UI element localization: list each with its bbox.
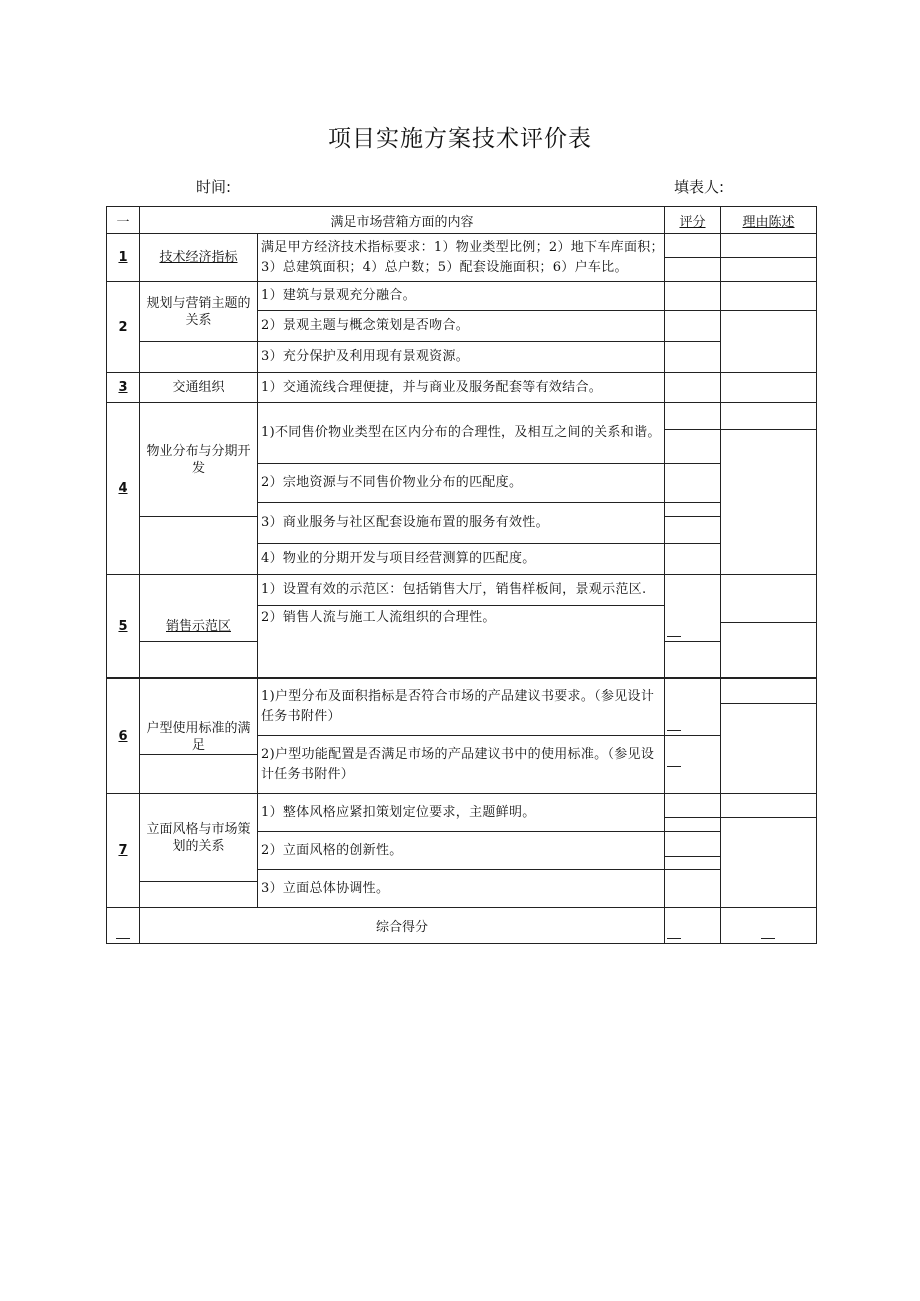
page-title: 项目实施方案技术评价表 [328, 126, 592, 152]
criterion-item: 3）充分保护及利用现有景观资源。 [258, 342, 665, 373]
category-spacer [140, 342, 258, 373]
score-cell[interactable] [665, 311, 721, 342]
score-cell[interactable] [665, 642, 721, 678]
criterion-item: 1)不同售价物业类型在区内分布的合理性，及相互之间的关系和谐。 [258, 403, 665, 464]
criterion-item: 1）整体风格应紧扣策划定位要求，主题鲜明。 [258, 794, 665, 832]
table-row [107, 342, 817, 373]
score-cell[interactable] [665, 258, 721, 282]
score-cell[interactable] [665, 832, 721, 857]
criterion-item: 1）设置有效的示范区：包括销售大厅，销售样板间，景观示范区. [258, 575, 665, 606]
reason-cell[interactable] [721, 282, 817, 311]
reason-cell[interactable] [721, 403, 817, 430]
section-category: 规划与营销主题的关系 [140, 282, 258, 342]
criterion-item: 1）交通流线合理便捷，并与商业及服务配套等有效结合。 [258, 373, 665, 403]
criterion-item: 1)户型分布及面积指标是否符合市场的产品建议书要求。（参见设计任务书附件） [258, 679, 665, 736]
category-spacer [140, 642, 258, 678]
criterion-item: 满足甲方经济技术指标要求：1）物业类型比例；2）地下车库面积；3）总建筑面积；4）总户数；5）配套设施面积；6）户车比。 [258, 234, 665, 282]
reason-cell[interactable] [721, 818, 817, 908]
total-label: 综合得分 [140, 908, 665, 944]
total-reason-blank-line [761, 938, 775, 939]
score-cell[interactable] [665, 464, 721, 503]
total-blank-line [116, 938, 130, 939]
score-cell[interactable] [665, 794, 721, 818]
section-category: 立面风格与市场策划的关系 [140, 794, 258, 882]
criterion-item: 1）建筑与景观充分融合。 [258, 282, 665, 311]
criterion-item: 2）立面风格的创新性。 [258, 832, 665, 870]
score-cell[interactable] [665, 818, 721, 832]
reason-cell[interactable] [721, 258, 817, 282]
header-no: 一 [107, 207, 140, 234]
score-cell[interactable] [665, 544, 721, 575]
criterion-item: 3）商业服务与社区配套设施布置的服务有效性。 [258, 503, 665, 544]
score-cell[interactable] [665, 373, 721, 403]
table-row [107, 373, 817, 403]
table-row [107, 679, 817, 704]
time-label: 时间: [196, 178, 232, 196]
section-number: 7 [107, 794, 140, 908]
criterion-item: 3）立面总体协调性。 [258, 870, 665, 908]
criterion-item: 2）宗地资源与不同售价物业分布的匹配度。 [258, 464, 665, 503]
section-category: 交通组织 [140, 373, 258, 403]
section-number: 6 [107, 679, 140, 794]
reason-cell[interactable] [721, 575, 817, 623]
score-cell[interactable] [665, 282, 721, 311]
table-row [107, 575, 817, 606]
reason-cell[interactable] [721, 311, 817, 373]
total-score-blank-line [667, 938, 681, 939]
evaluation-table [106, 206, 817, 944]
header-reason: 理由陈述 [721, 207, 817, 234]
reason-cell[interactable] [721, 373, 817, 403]
header-score: 评分 [665, 207, 721, 234]
table-row [107, 282, 817, 311]
reason-cell[interactable] [721, 234, 817, 258]
criterion-item: 2)户型功能配置是否满足市场的产品建议书中的使用标准。（参见设计任务书附件） [258, 736, 665, 794]
total-score-cell[interactable] [665, 908, 721, 944]
score-cell[interactable] [665, 234, 721, 258]
reason-cell[interactable] [721, 623, 817, 678]
reason-cell[interactable] [721, 794, 817, 818]
section-number: 3 [107, 373, 140, 403]
table-row [107, 403, 817, 430]
score-blank-line [667, 636, 681, 637]
section-category: 户型使用标准的满足 [140, 679, 258, 755]
total-reason-cell[interactable] [721, 908, 817, 944]
score-cell[interactable] [665, 857, 721, 870]
score-cell[interactable] [665, 870, 721, 908]
section-number: 1 [107, 234, 140, 282]
section-category: 物业分布与分期开发 [140, 403, 258, 517]
score-cell[interactable] [665, 736, 721, 794]
total-row [107, 908, 817, 944]
section-number: 5 [107, 575, 140, 678]
criterion-item: 2）景观主题与概念策划是否吻合。 [258, 311, 665, 342]
score-cell[interactable] [665, 403, 721, 430]
table-header-row [107, 207, 817, 234]
category-spacer [140, 517, 258, 575]
score-blank-line [667, 730, 681, 731]
category-spacer [140, 755, 258, 794]
criterion-item: 4）物业的分期开发与项目经营测算的匹配度。 [258, 544, 665, 575]
score-cell[interactable] [665, 575, 721, 642]
score-cell[interactable] [665, 342, 721, 373]
section-category: 技术经济指标 [140, 234, 258, 282]
section-number: 4 [107, 403, 140, 575]
section-number: 2 [107, 282, 140, 373]
criterion-item: 2）销售人流与施工人流组织的合理性。 [258, 606, 665, 678]
header-content: 满足市场营箱方面的内容 [140, 207, 665, 234]
score-blank-line [667, 766, 681, 767]
reason-cell[interactable] [721, 430, 817, 575]
section-category: 销售示范区 [140, 575, 258, 642]
score-cell[interactable] [665, 679, 721, 736]
total-no-cell [107, 908, 140, 944]
score-cell[interactable] [665, 503, 721, 517]
table-row [107, 234, 817, 258]
category-spacer [140, 882, 258, 908]
score-cell[interactable] [665, 517, 721, 544]
table-row [107, 794, 817, 818]
filler-label: 填表人: [674, 178, 725, 196]
score-cell[interactable] [665, 430, 721, 464]
reason-cell[interactable] [721, 679, 817, 704]
reason-cell[interactable] [721, 704, 817, 794]
